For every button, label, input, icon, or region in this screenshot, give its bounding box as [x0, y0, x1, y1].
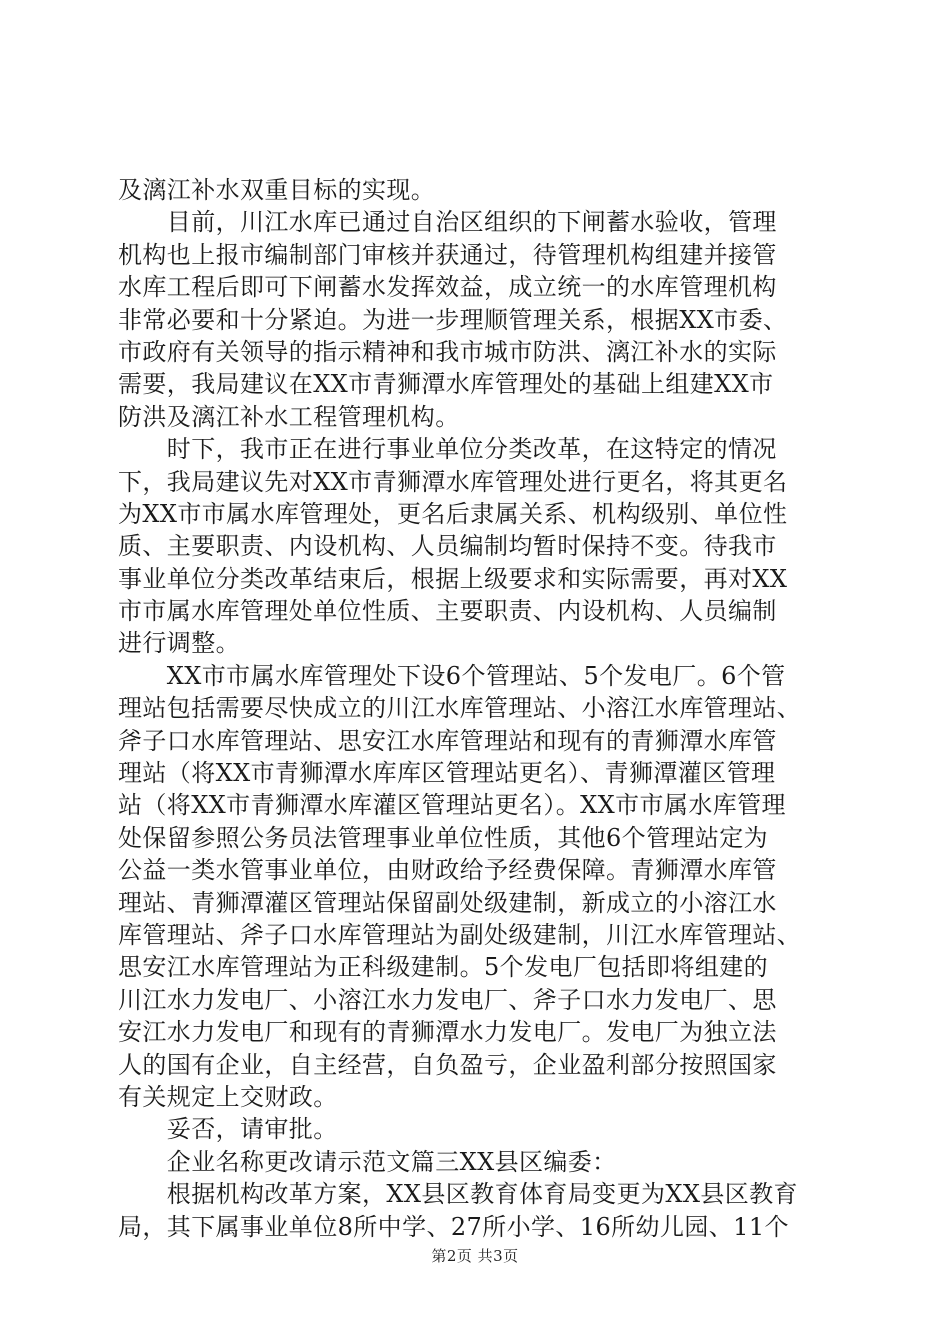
text-line: 局，其下属事业单位8所中学、27所小学、16所幼儿园、11个 — [118, 1212, 789, 1241]
text-line: 企业名称更改请示范文篇三XX县区编委： — [118, 1147, 617, 1176]
text-line: 川江水力发电厂、小溶江水力发电厂、斧子口水力发电厂、思 — [118, 985, 777, 1014]
text-line: 市市属水库管理处单位性质、主要职责、内设机构、人员编制 — [118, 597, 777, 626]
text-line: 站（将XX市青狮潭水库灌区管理站更名）。XX市市属水库管理 — [118, 791, 786, 820]
text-line: 斧子口水库管理站、思安江水库管理站和现有的青狮潭水库管 — [118, 726, 777, 755]
text-line: 人的国有企业，自主经营，自负盈亏，企业盈利部分按照国家 — [118, 1050, 777, 1079]
text-line: 库管理站、斧子口水库管理站为副处级建制，川江水库管理站、 — [118, 920, 802, 949]
text-line: 水库工程后即可下闸蓄水发挥效益，成立统一的水库管理机构 — [118, 273, 777, 302]
text-line: 非常必要和十分紧迫。为进一步理顺管理关系，根据XX市委、 — [118, 305, 788, 334]
text-line: 有关规定上交财政。 — [118, 1082, 338, 1111]
text-line: 进行调整。 — [118, 629, 240, 658]
text-line: 机构也上报市编制部门审核并获通过，待管理机构组建并接管 — [118, 240, 777, 269]
text-line: 公益一类水管事业单位，由财政给予经费保障。青狮潭水库管 — [118, 856, 777, 885]
text-line: 思安江水库管理站为正科级建制。5个发电厂包括即将组建的 — [118, 953, 769, 982]
text-line: 为XX市市属水库管理处，更名后隶属关系、机构级别、单位性 — [118, 499, 788, 528]
text-line: 理站（将XX市青狮潭水库库区管理站更名）、青狮潭灌区管理 — [118, 759, 776, 788]
text-line: 妥否，请审批。 — [118, 1115, 338, 1144]
text-line: 目前，川江水库已通过自治区组织的下闸蓄水验收，管理 — [118, 208, 777, 237]
text-line: 及漓江补水双重目标的实现。 — [118, 176, 436, 204]
text-line: 安江水力发电厂和现有的青狮潭水力发电厂。发电厂为独立法 — [118, 1018, 777, 1047]
text-line: 事业单位分类改革结束后，根据上级要求和实际需要，再对XX — [118, 564, 788, 593]
text-line: 需要，我局建议在XX市青狮潭水库管理处的基础上组建XX市 — [118, 370, 774, 399]
text-line: XX市市属水库管理处下设6个管理站、5个发电厂。6个管 — [118, 661, 786, 690]
text-line: 下，我局建议先对XX市青狮潭水库管理处进行更名，将其更名 — [118, 467, 788, 496]
text-line: 质、主要职责、内设机构、人员编制均暂时保持不变。待我市 — [118, 532, 777, 561]
text-line: 防洪及漓江补水工程管理机构。 — [118, 402, 460, 431]
document-body — [118, 174, 838, 1243]
text-line: 理站包括需要尽快成立的川江水库管理站、小溶江水库管理站、 — [118, 694, 802, 723]
text-line: 市政府有关领导的指示精神和我市城市防洪、漓江补水的实际 — [118, 337, 777, 366]
page-number-footer: 第2页 共3页 — [431, 1247, 519, 1265]
text-line: 理站、青狮潭灌区管理站保留副处级建制，新成立的小溶江水 — [118, 888, 777, 917]
text-line: 处保留参照公务员法管理事业单位性质，其他6个管理站定为 — [118, 823, 769, 852]
text-line: 根据机构改革方案，XX县区教育体育局变更为XX县区教育 — [118, 1180, 798, 1209]
text-line: 时下，我市正在进行事业单位分类改革，在这特定的情况 — [118, 435, 777, 464]
